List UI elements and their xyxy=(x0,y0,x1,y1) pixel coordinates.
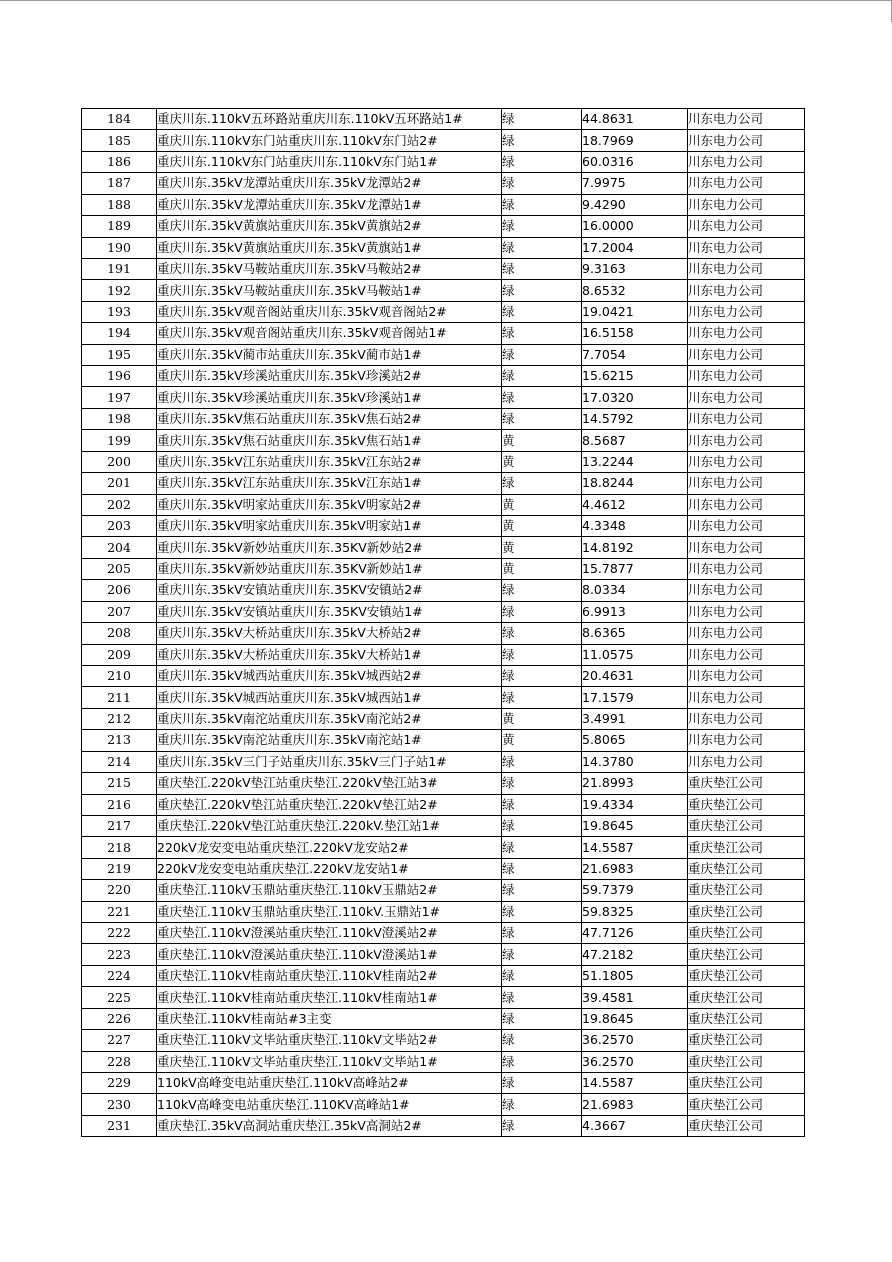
table-row xyxy=(82,258,805,279)
load-value-cell: 11.0575 xyxy=(582,644,688,665)
status-color-cell: 绿 xyxy=(502,601,582,622)
status-color-cell: 绿 xyxy=(502,965,582,986)
status-color-cell: 绿 xyxy=(502,1072,582,1093)
status-color-cell: 黄 xyxy=(502,451,582,472)
company-name-cell: 川东电力公司 xyxy=(688,665,805,686)
row-number-cell: 227 xyxy=(82,1030,157,1051)
load-value-cell: 44.8631 xyxy=(582,109,688,130)
station-name-cell: 220kV龙安变电站重庆垫江.220kV龙安站2# xyxy=(157,837,502,858)
row-number-cell: 191 xyxy=(82,258,157,279)
load-value-cell: 3.4991 xyxy=(582,708,688,729)
status-color-cell: 绿 xyxy=(502,665,582,686)
station-name-cell: 重庆川东.35kV珍溪站重庆川东.35kV珍溪站2# xyxy=(157,366,502,387)
company-name-cell: 川东电力公司 xyxy=(688,473,805,494)
load-value-cell: 18.7969 xyxy=(582,130,688,151)
station-name-cell: 重庆川东.35kV江东站重庆川东.35kV江东站1# xyxy=(157,473,502,494)
load-value-cell: 21.8993 xyxy=(582,773,688,794)
company-name-cell: 重庆垫江公司 xyxy=(688,858,805,879)
table-row xyxy=(82,516,805,537)
row-number-cell: 219 xyxy=(82,858,157,879)
status-color-cell: 绿 xyxy=(502,880,582,901)
load-value-cell: 15.6215 xyxy=(582,366,688,387)
load-value-cell: 16.0000 xyxy=(582,216,688,237)
status-color-cell: 绿 xyxy=(502,837,582,858)
company-name-cell: 重庆垫江公司 xyxy=(688,901,805,922)
row-number-cell: 199 xyxy=(82,430,157,451)
status-color-cell: 黄 xyxy=(502,430,582,451)
company-name-cell: 川东电力公司 xyxy=(688,344,805,365)
company-name-cell: 川东电力公司 xyxy=(688,387,805,408)
row-number-cell: 202 xyxy=(82,494,157,515)
row-number-cell: 189 xyxy=(82,216,157,237)
station-name-cell: 重庆川东.110kV五环路站重庆川东.110kV五环路站1# xyxy=(157,109,502,130)
page-top-border xyxy=(0,0,892,1)
row-number-cell: 211 xyxy=(82,687,157,708)
company-name-cell: 川东电力公司 xyxy=(688,751,805,772)
company-name-cell: 川东电力公司 xyxy=(688,258,805,279)
status-color-cell: 绿 xyxy=(502,173,582,194)
load-value-cell: 8.6365 xyxy=(582,623,688,644)
station-name-cell: 重庆川东.35kV城西站重庆川东.35kV城西站1# xyxy=(157,687,502,708)
status-color-cell: 黄 xyxy=(502,516,582,537)
station-name-cell: 重庆川东.35kV马鞍站重庆川东.35kV马鞍站2# xyxy=(157,258,502,279)
company-name-cell: 川东电力公司 xyxy=(688,601,805,622)
station-name-cell: 重庆川东.110kV东门站重庆川东.110kV东门站2# xyxy=(157,130,502,151)
load-value-cell: 19.0421 xyxy=(582,301,688,322)
status-color-cell: 绿 xyxy=(502,216,582,237)
row-number-cell: 208 xyxy=(82,623,157,644)
station-name-cell: 重庆垫江.110kV澄溪站重庆垫江.110kV澄溪站2# xyxy=(157,923,502,944)
status-color-cell: 绿 xyxy=(502,387,582,408)
status-color-cell: 绿 xyxy=(502,280,582,301)
load-value-cell: 17.2004 xyxy=(582,237,688,258)
station-name-cell: 重庆川东.35kV龙潭站重庆川东.35kV龙潭站2# xyxy=(157,173,502,194)
company-name-cell: 重庆垫江公司 xyxy=(688,1008,805,1029)
table-row xyxy=(82,366,805,387)
company-name-cell: 川东电力公司 xyxy=(688,301,805,322)
status-color-cell: 绿 xyxy=(502,923,582,944)
load-value-cell: 6.9913 xyxy=(582,601,688,622)
load-value-cell: 15.7877 xyxy=(582,558,688,579)
row-number-cell: 217 xyxy=(82,815,157,836)
status-color-cell: 绿 xyxy=(502,408,582,429)
load-value-cell: 19.4334 xyxy=(582,794,688,815)
table-row xyxy=(82,387,805,408)
station-name-cell: 重庆垫江.35kV高洞站重庆垫江.35kV高洞站2# xyxy=(157,1115,502,1136)
company-name-cell: 川东电力公司 xyxy=(688,644,805,665)
station-name-cell: 重庆川东.35kV安镇站重庆川东.35KV安镇站1# xyxy=(157,601,502,622)
row-number-cell: 214 xyxy=(82,751,157,772)
table-row xyxy=(82,1115,805,1136)
table-row xyxy=(82,130,805,151)
status-color-cell: 绿 xyxy=(502,194,582,215)
row-number-cell: 228 xyxy=(82,1051,157,1072)
load-value-cell: 39.4581 xyxy=(582,987,688,1008)
load-value-cell: 14.5587 xyxy=(582,837,688,858)
load-value-cell: 4.4612 xyxy=(582,494,688,515)
status-color-cell: 绿 xyxy=(502,987,582,1008)
row-number-cell: 215 xyxy=(82,773,157,794)
table-row xyxy=(82,280,805,301)
table-row xyxy=(82,837,805,858)
company-name-cell: 川东电力公司 xyxy=(688,730,805,751)
row-number-cell: 222 xyxy=(82,923,157,944)
load-value-cell: 4.3667 xyxy=(582,1115,688,1136)
company-name-cell: 川东电力公司 xyxy=(688,516,805,537)
row-number-cell: 212 xyxy=(82,708,157,729)
status-color-cell: 绿 xyxy=(502,130,582,151)
status-color-cell: 绿 xyxy=(502,366,582,387)
status-color-cell: 绿 xyxy=(502,1030,582,1051)
status-color-cell: 绿 xyxy=(502,151,582,172)
load-value-cell: 21.6983 xyxy=(582,1094,688,1115)
table-row xyxy=(82,644,805,665)
table-row xyxy=(82,494,805,515)
station-name-cell: 重庆川东.35kV黄旗站重庆川东.35kV黄旗站1# xyxy=(157,237,502,258)
row-number-cell: 200 xyxy=(82,451,157,472)
station-name-cell: 重庆川东.35kV马鞍站重庆川东.35kV马鞍站1# xyxy=(157,280,502,301)
table-body xyxy=(82,109,805,1137)
load-value-cell: 8.5687 xyxy=(582,430,688,451)
row-number-cell: 186 xyxy=(82,151,157,172)
table-row xyxy=(82,194,805,215)
load-value-cell: 7.9975 xyxy=(582,173,688,194)
station-name-cell: 重庆川东.35kV观音阁站重庆川东.35kV观音阁站1# xyxy=(157,323,502,344)
row-number-cell: 216 xyxy=(82,794,157,815)
status-color-cell: 绿 xyxy=(502,1094,582,1115)
status-color-cell: 绿 xyxy=(502,901,582,922)
company-name-cell: 重庆垫江公司 xyxy=(688,880,805,901)
company-name-cell: 重庆垫江公司 xyxy=(688,1072,805,1093)
station-name-cell: 220kV龙安变电站重庆垫江.220kV龙安站1# xyxy=(157,858,502,879)
row-number-cell: 195 xyxy=(82,344,157,365)
row-number-cell: 197 xyxy=(82,387,157,408)
table-row xyxy=(82,944,805,965)
table-row xyxy=(82,815,805,836)
station-name-cell: 重庆垫江.110kV桂南站重庆垫江.110kV桂南站2# xyxy=(157,965,502,986)
status-color-cell: 绿 xyxy=(502,1008,582,1029)
row-number-cell: 221 xyxy=(82,901,157,922)
load-value-cell: 7.7054 xyxy=(582,344,688,365)
table-row xyxy=(82,558,805,579)
load-value-cell: 4.3348 xyxy=(582,516,688,537)
status-color-cell: 绿 xyxy=(502,1051,582,1072)
row-number-cell: 229 xyxy=(82,1072,157,1093)
company-name-cell: 川东电力公司 xyxy=(688,408,805,429)
company-name-cell: 川东电力公司 xyxy=(688,216,805,237)
status-color-cell: 绿 xyxy=(502,301,582,322)
station-name-cell: 重庆垫江.220kV垫江站重庆垫江.220kV.垫江站1# xyxy=(157,815,502,836)
row-number-cell: 230 xyxy=(82,1094,157,1115)
table-row xyxy=(82,1008,805,1029)
load-value-cell: 17.0320 xyxy=(582,387,688,408)
station-name-cell: 重庆垫江.110kV澄溪站重庆垫江.110kV澄溪站1# xyxy=(157,944,502,965)
station-name-cell: 重庆垫江.110kV文毕站重庆垫江.110kV文毕站1# xyxy=(157,1051,502,1072)
station-name-cell: 重庆川东.35kV焦石站重庆川东.35kV焦石站1# xyxy=(157,430,502,451)
table-row xyxy=(82,1051,805,1072)
table-row xyxy=(82,473,805,494)
row-number-cell: 188 xyxy=(82,194,157,215)
company-name-cell: 重庆垫江公司 xyxy=(688,987,805,1008)
row-number-cell: 194 xyxy=(82,323,157,344)
table-row xyxy=(82,923,805,944)
status-color-cell: 绿 xyxy=(502,344,582,365)
load-value-cell: 36.2570 xyxy=(582,1030,688,1051)
status-color-cell: 绿 xyxy=(502,794,582,815)
row-number-cell: 203 xyxy=(82,516,157,537)
station-name-cell: 重庆川东.35kV大桥站重庆川东.35kV大桥站2# xyxy=(157,623,502,644)
row-number-cell: 204 xyxy=(82,537,157,558)
station-name-cell: 重庆川东.35kV黄旗站重庆川东.35kV黄旗站2# xyxy=(157,216,502,237)
status-color-cell: 黄 xyxy=(502,558,582,579)
company-name-cell: 川东电力公司 xyxy=(688,708,805,729)
table-row xyxy=(82,109,805,130)
station-name-cell: 重庆川东.35kV新妙站重庆川东.35KV新妙站2# xyxy=(157,537,502,558)
station-name-cell: 重庆川东.110kV东门站重庆川东.110kV东门站1# xyxy=(157,151,502,172)
station-name-cell: 重庆川东.35kV明家站重庆川东.35kV明家站1# xyxy=(157,516,502,537)
table-row xyxy=(82,880,805,901)
company-name-cell: 重庆垫江公司 xyxy=(688,1115,805,1136)
company-name-cell: 川东电力公司 xyxy=(688,687,805,708)
status-color-cell: 绿 xyxy=(502,687,582,708)
station-name-cell: 重庆川东.35kV观音阁站重庆川东.35kV观音阁站2# xyxy=(157,301,502,322)
table-row xyxy=(82,451,805,472)
load-value-cell: 14.5587 xyxy=(582,1072,688,1093)
table-row xyxy=(82,858,805,879)
company-name-cell: 川东电力公司 xyxy=(688,194,805,215)
row-number-cell: 213 xyxy=(82,730,157,751)
company-name-cell: 川东电力公司 xyxy=(688,130,805,151)
station-name-cell: 重庆垫江.110kV桂南站重庆垫江.110kV桂南站1# xyxy=(157,987,502,1008)
company-name-cell: 川东电力公司 xyxy=(688,580,805,601)
table-row xyxy=(82,730,805,751)
row-number-cell: 198 xyxy=(82,408,157,429)
status-color-cell: 黄 xyxy=(502,708,582,729)
table-row xyxy=(82,965,805,986)
company-name-cell: 重庆垫江公司 xyxy=(688,1051,805,1072)
company-name-cell: 川东电力公司 xyxy=(688,430,805,451)
table-row xyxy=(82,537,805,558)
station-name-cell: 重庆川东.35kV安镇站重庆川东.35KV安镇站2# xyxy=(157,580,502,601)
status-color-cell: 绿 xyxy=(502,815,582,836)
status-color-cell: 绿 xyxy=(502,237,582,258)
station-name-cell: 重庆川东.35kV南沱站重庆川东.35kV南沱站1# xyxy=(157,730,502,751)
table-row xyxy=(82,751,805,772)
station-name-cell: 重庆垫江.110kV玉鼎站重庆垫江.110kV玉鼎站2# xyxy=(157,880,502,901)
status-color-cell: 绿 xyxy=(502,858,582,879)
company-name-cell: 川东电力公司 xyxy=(688,151,805,172)
table-row xyxy=(82,344,805,365)
table-row xyxy=(82,173,805,194)
row-number-cell: 210 xyxy=(82,665,157,686)
row-number-cell: 187 xyxy=(82,173,157,194)
row-number-cell: 223 xyxy=(82,944,157,965)
station-name-cell: 重庆川东.35kV明家站重庆川东.35kV明家站2# xyxy=(157,494,502,515)
load-value-cell: 16.5158 xyxy=(582,323,688,344)
station-name-cell: 重庆垫江.220kV垫江站重庆垫江.220kV垫江站2# xyxy=(157,794,502,815)
load-value-cell: 14.8192 xyxy=(582,537,688,558)
company-name-cell: 川东电力公司 xyxy=(688,323,805,344)
company-name-cell: 重庆垫江公司 xyxy=(688,965,805,986)
load-value-cell: 60.0316 xyxy=(582,151,688,172)
status-color-cell: 绿 xyxy=(502,258,582,279)
status-color-cell: 绿 xyxy=(502,580,582,601)
company-name-cell: 重庆垫江公司 xyxy=(688,837,805,858)
station-name-cell: 重庆川东.35kV龙潭站重庆川东.35kV龙潭站1# xyxy=(157,194,502,215)
company-name-cell: 川东电力公司 xyxy=(688,237,805,258)
station-name-cell: 重庆垫江.220kV垫江站重庆垫江.220kV垫江站3# xyxy=(157,773,502,794)
station-name-cell: 重庆川东.35kV三门子站重庆川东.35kV三门子站1# xyxy=(157,751,502,772)
load-value-cell: 8.0334 xyxy=(582,580,688,601)
row-number-cell: 218 xyxy=(82,837,157,858)
table-row xyxy=(82,687,805,708)
table-row xyxy=(82,237,805,258)
table-row xyxy=(82,1072,805,1093)
status-color-cell: 绿 xyxy=(502,644,582,665)
station-name-cell: 重庆垫江.110kV文毕站重庆垫江.110kV文毕站2# xyxy=(157,1030,502,1051)
load-value-cell: 5.8065 xyxy=(582,730,688,751)
status-color-cell: 绿 xyxy=(502,944,582,965)
status-color-cell: 绿 xyxy=(502,473,582,494)
company-name-cell: 川东电力公司 xyxy=(688,366,805,387)
row-number-cell: 209 xyxy=(82,644,157,665)
row-number-cell: 220 xyxy=(82,880,157,901)
table-row xyxy=(82,708,805,729)
station-name-cell: 重庆川东.35kV焦石站重庆川东.35kV焦石站2# xyxy=(157,408,502,429)
station-name-cell: 重庆川东.35kV城西站重庆川东.35kV城西站2# xyxy=(157,665,502,686)
station-name-cell: 重庆川东.35kV大桥站重庆川东.35kV大桥站1# xyxy=(157,644,502,665)
station-name-cell: 重庆垫江.110kV桂南站#3主变 xyxy=(157,1008,502,1029)
data-table xyxy=(81,108,805,1137)
table-row xyxy=(82,987,805,1008)
company-name-cell: 川东电力公司 xyxy=(688,109,805,130)
load-value-cell: 47.2182 xyxy=(582,944,688,965)
company-name-cell: 重庆垫江公司 xyxy=(688,773,805,794)
table-row xyxy=(82,1094,805,1115)
load-value-cell: 51.1805 xyxy=(582,965,688,986)
table-row xyxy=(82,301,805,322)
company-name-cell: 重庆垫江公司 xyxy=(688,1030,805,1051)
table-row xyxy=(82,216,805,237)
row-number-cell: 193 xyxy=(82,301,157,322)
row-number-cell: 206 xyxy=(82,580,157,601)
load-value-cell: 17.1579 xyxy=(582,687,688,708)
table-row xyxy=(82,773,805,794)
station-name-cell: 重庆川东.35kV蔺市站重庆川东.35kV蔺市站1# xyxy=(157,344,502,365)
table-row xyxy=(82,580,805,601)
load-value-cell: 14.5792 xyxy=(582,408,688,429)
row-number-cell: 185 xyxy=(82,130,157,151)
load-value-cell: 8.6532 xyxy=(582,280,688,301)
table-row xyxy=(82,901,805,922)
status-color-cell: 绿 xyxy=(502,751,582,772)
load-value-cell: 47.7126 xyxy=(582,923,688,944)
load-value-cell: 14.3780 xyxy=(582,751,688,772)
table-row xyxy=(82,430,805,451)
row-number-cell: 207 xyxy=(82,601,157,622)
load-value-cell: 9.4290 xyxy=(582,194,688,215)
status-color-cell: 绿 xyxy=(502,1115,582,1136)
status-color-cell: 黄 xyxy=(502,730,582,751)
load-value-cell: 19.8645 xyxy=(582,1008,688,1029)
company-name-cell: 重庆垫江公司 xyxy=(688,944,805,965)
company-name-cell: 重庆垫江公司 xyxy=(688,794,805,815)
company-name-cell: 川东电力公司 xyxy=(688,451,805,472)
company-name-cell: 川东电力公司 xyxy=(688,173,805,194)
status-color-cell: 黄 xyxy=(502,537,582,558)
company-name-cell: 川东电力公司 xyxy=(688,558,805,579)
status-color-cell: 绿 xyxy=(502,109,582,130)
company-name-cell: 川东电力公司 xyxy=(688,537,805,558)
company-name-cell: 川东电力公司 xyxy=(688,494,805,515)
row-number-cell: 192 xyxy=(82,280,157,301)
row-number-cell: 201 xyxy=(82,473,157,494)
load-value-cell: 59.8325 xyxy=(582,901,688,922)
row-number-cell: 190 xyxy=(82,237,157,258)
load-value-cell: 21.6983 xyxy=(582,858,688,879)
load-value-cell: 9.3163 xyxy=(582,258,688,279)
row-number-cell: 225 xyxy=(82,987,157,1008)
row-number-cell: 231 xyxy=(82,1115,157,1136)
company-name-cell: 重庆垫江公司 xyxy=(688,923,805,944)
station-name-cell: 重庆川东.35kV新妙站重庆川东.35KV新妙站1# xyxy=(157,558,502,579)
row-number-cell: 184 xyxy=(82,109,157,130)
status-color-cell: 绿 xyxy=(502,773,582,794)
status-color-cell: 绿 xyxy=(502,623,582,644)
table-row xyxy=(82,323,805,344)
table-row xyxy=(82,1030,805,1051)
station-name-cell: 重庆川东.35kV江东站重庆川东.35kV江东站2# xyxy=(157,451,502,472)
company-name-cell: 重庆垫江公司 xyxy=(688,815,805,836)
table-row xyxy=(82,151,805,172)
company-name-cell: 川东电力公司 xyxy=(688,280,805,301)
load-value-cell: 18.8244 xyxy=(582,473,688,494)
load-value-cell: 19.8645 xyxy=(582,815,688,836)
status-color-cell: 黄 xyxy=(502,494,582,515)
station-name-cell: 重庆垫江.110kV玉鼎站重庆垫江.110kV.玉鼎站1# xyxy=(157,901,502,922)
table-row xyxy=(82,408,805,429)
load-value-cell: 59.7379 xyxy=(582,880,688,901)
row-number-cell: 226 xyxy=(82,1008,157,1029)
company-name-cell: 重庆垫江公司 xyxy=(688,1094,805,1115)
company-name-cell: 川东电力公司 xyxy=(688,623,805,644)
row-number-cell: 224 xyxy=(82,965,157,986)
row-number-cell: 205 xyxy=(82,558,157,579)
station-name-cell: 110kV高峰变电站重庆垫江.110KV高峰站1# xyxy=(157,1094,502,1115)
table-row xyxy=(82,601,805,622)
table-row xyxy=(82,623,805,644)
table-row xyxy=(82,794,805,815)
status-color-cell: 绿 xyxy=(502,323,582,344)
load-value-cell: 36.2570 xyxy=(582,1051,688,1072)
load-value-cell: 20.4631 xyxy=(582,665,688,686)
station-name-cell: 110kV高峰变电站重庆垫江.110kV高峰站2# xyxy=(157,1072,502,1093)
station-name-cell: 重庆川东.35kV南沱站重庆川东.35kV南沱站2# xyxy=(157,708,502,729)
load-value-cell: 13.2244 xyxy=(582,451,688,472)
row-number-cell: 196 xyxy=(82,366,157,387)
table-row xyxy=(82,665,805,686)
station-name-cell: 重庆川东.35kV珍溪站重庆川东.35kV珍溪站1# xyxy=(157,387,502,408)
